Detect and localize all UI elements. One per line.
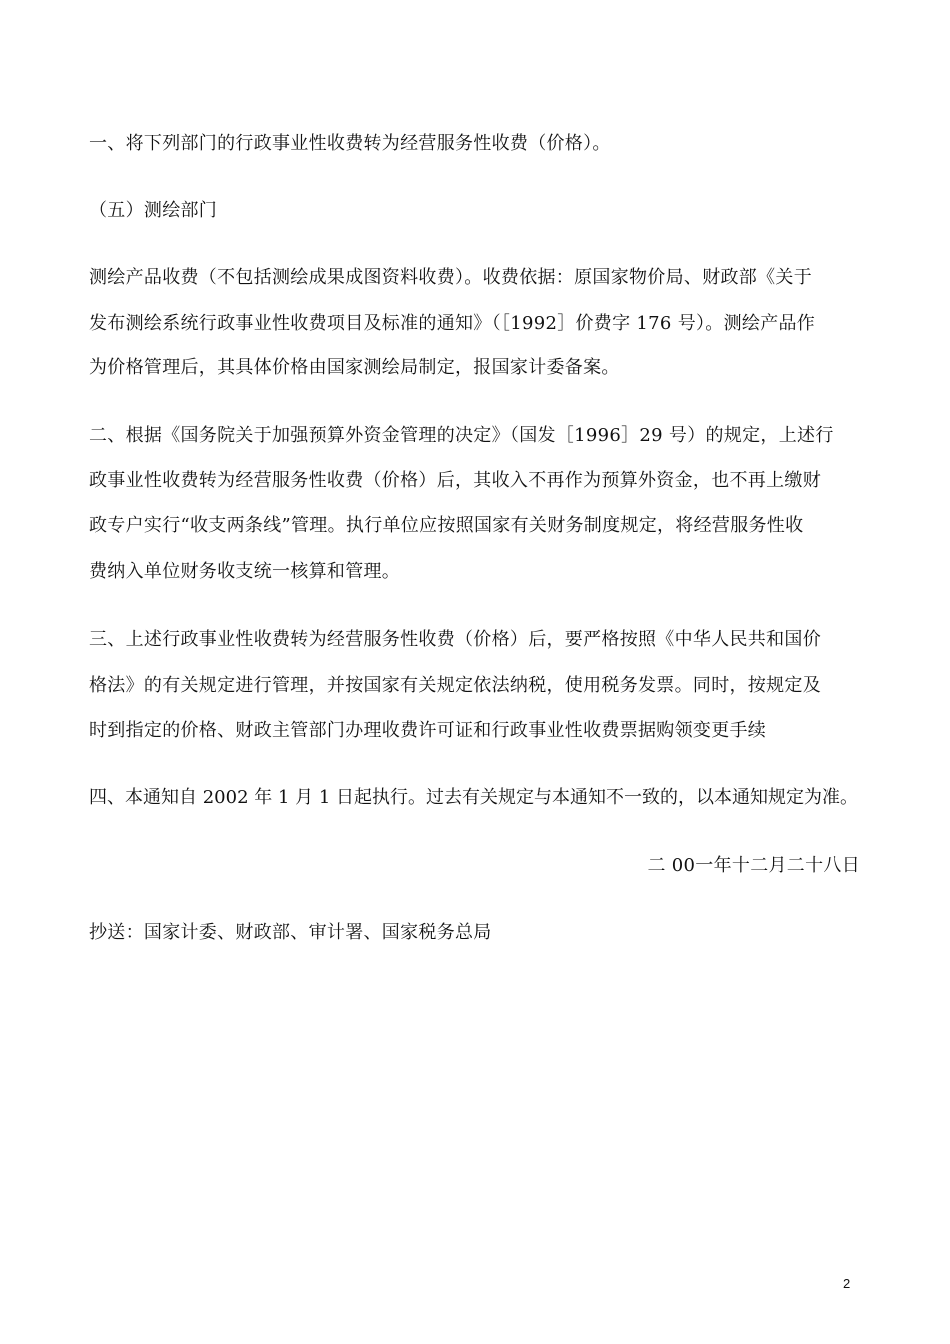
- paragraph-line: 政事业性收费转为经营服务性收费（价格）后，其收入不再作为预算外资金，也不再上缴财: [89, 470, 821, 491]
- paragraph-line: 为价格管理后，其具体价格由国家测绘局制定，报国家计委备案。: [89, 357, 620, 378]
- paragraph-line: 费纳入单位财务收支统一核算和管理。: [89, 561, 401, 582]
- page-number: 2: [843, 1276, 851, 1291]
- section-one-subheading: （五）测绘部门: [89, 200, 218, 221]
- paragraph-line: 格法》的有关规定进行管理，并按国家有关规定依法纳税，使用税务发票。同时，按规定及: [89, 675, 821, 696]
- cc-line: 抄送：国家计委、财政部、审计署、国家税务总局: [89, 922, 492, 943]
- paragraph-line: 时到指定的价格、财政主管部门办理收费许可证和行政事业性收费票据购领变更手续: [89, 720, 767, 741]
- section-one-heading: 一、将下列部门的行政事业性收费转为经营服务性收费（价格）。: [89, 133, 611, 154]
- paragraph-line: 政专户实行“收支两条线”管理。执行单位应按照国家有关财务制度规定，将经营服务性收: [89, 515, 804, 536]
- paragraph-line: 二、根据《国务院关于加强预算外资金管理的决定》（国发［1996］29 号）的规定，上述行: [89, 425, 834, 446]
- paragraph-line: 三、上述行政事业性收费转为经营服务性收费（价格）后，要严格按照《中华人民共和国价: [89, 629, 821, 650]
- paragraph-line: 测绘产品收费（不包括测绘成果成图资料收费）。收费依据：原国家物价局、财政部《关于: [89, 267, 812, 288]
- document-date: 二 00一年十二月二十八日: [647, 855, 860, 876]
- paragraph-line: 发布测绘系统行政事业性收费项目及标准的通知》（［1992］价费字 176 号）。测绘产品作: [89, 313, 816, 334]
- section-four-line: 四、本通知自 2002 年 1 月 1 日起执行。过去有关规定与本通知不一致的，以本通知规定为准。: [89, 787, 859, 808]
